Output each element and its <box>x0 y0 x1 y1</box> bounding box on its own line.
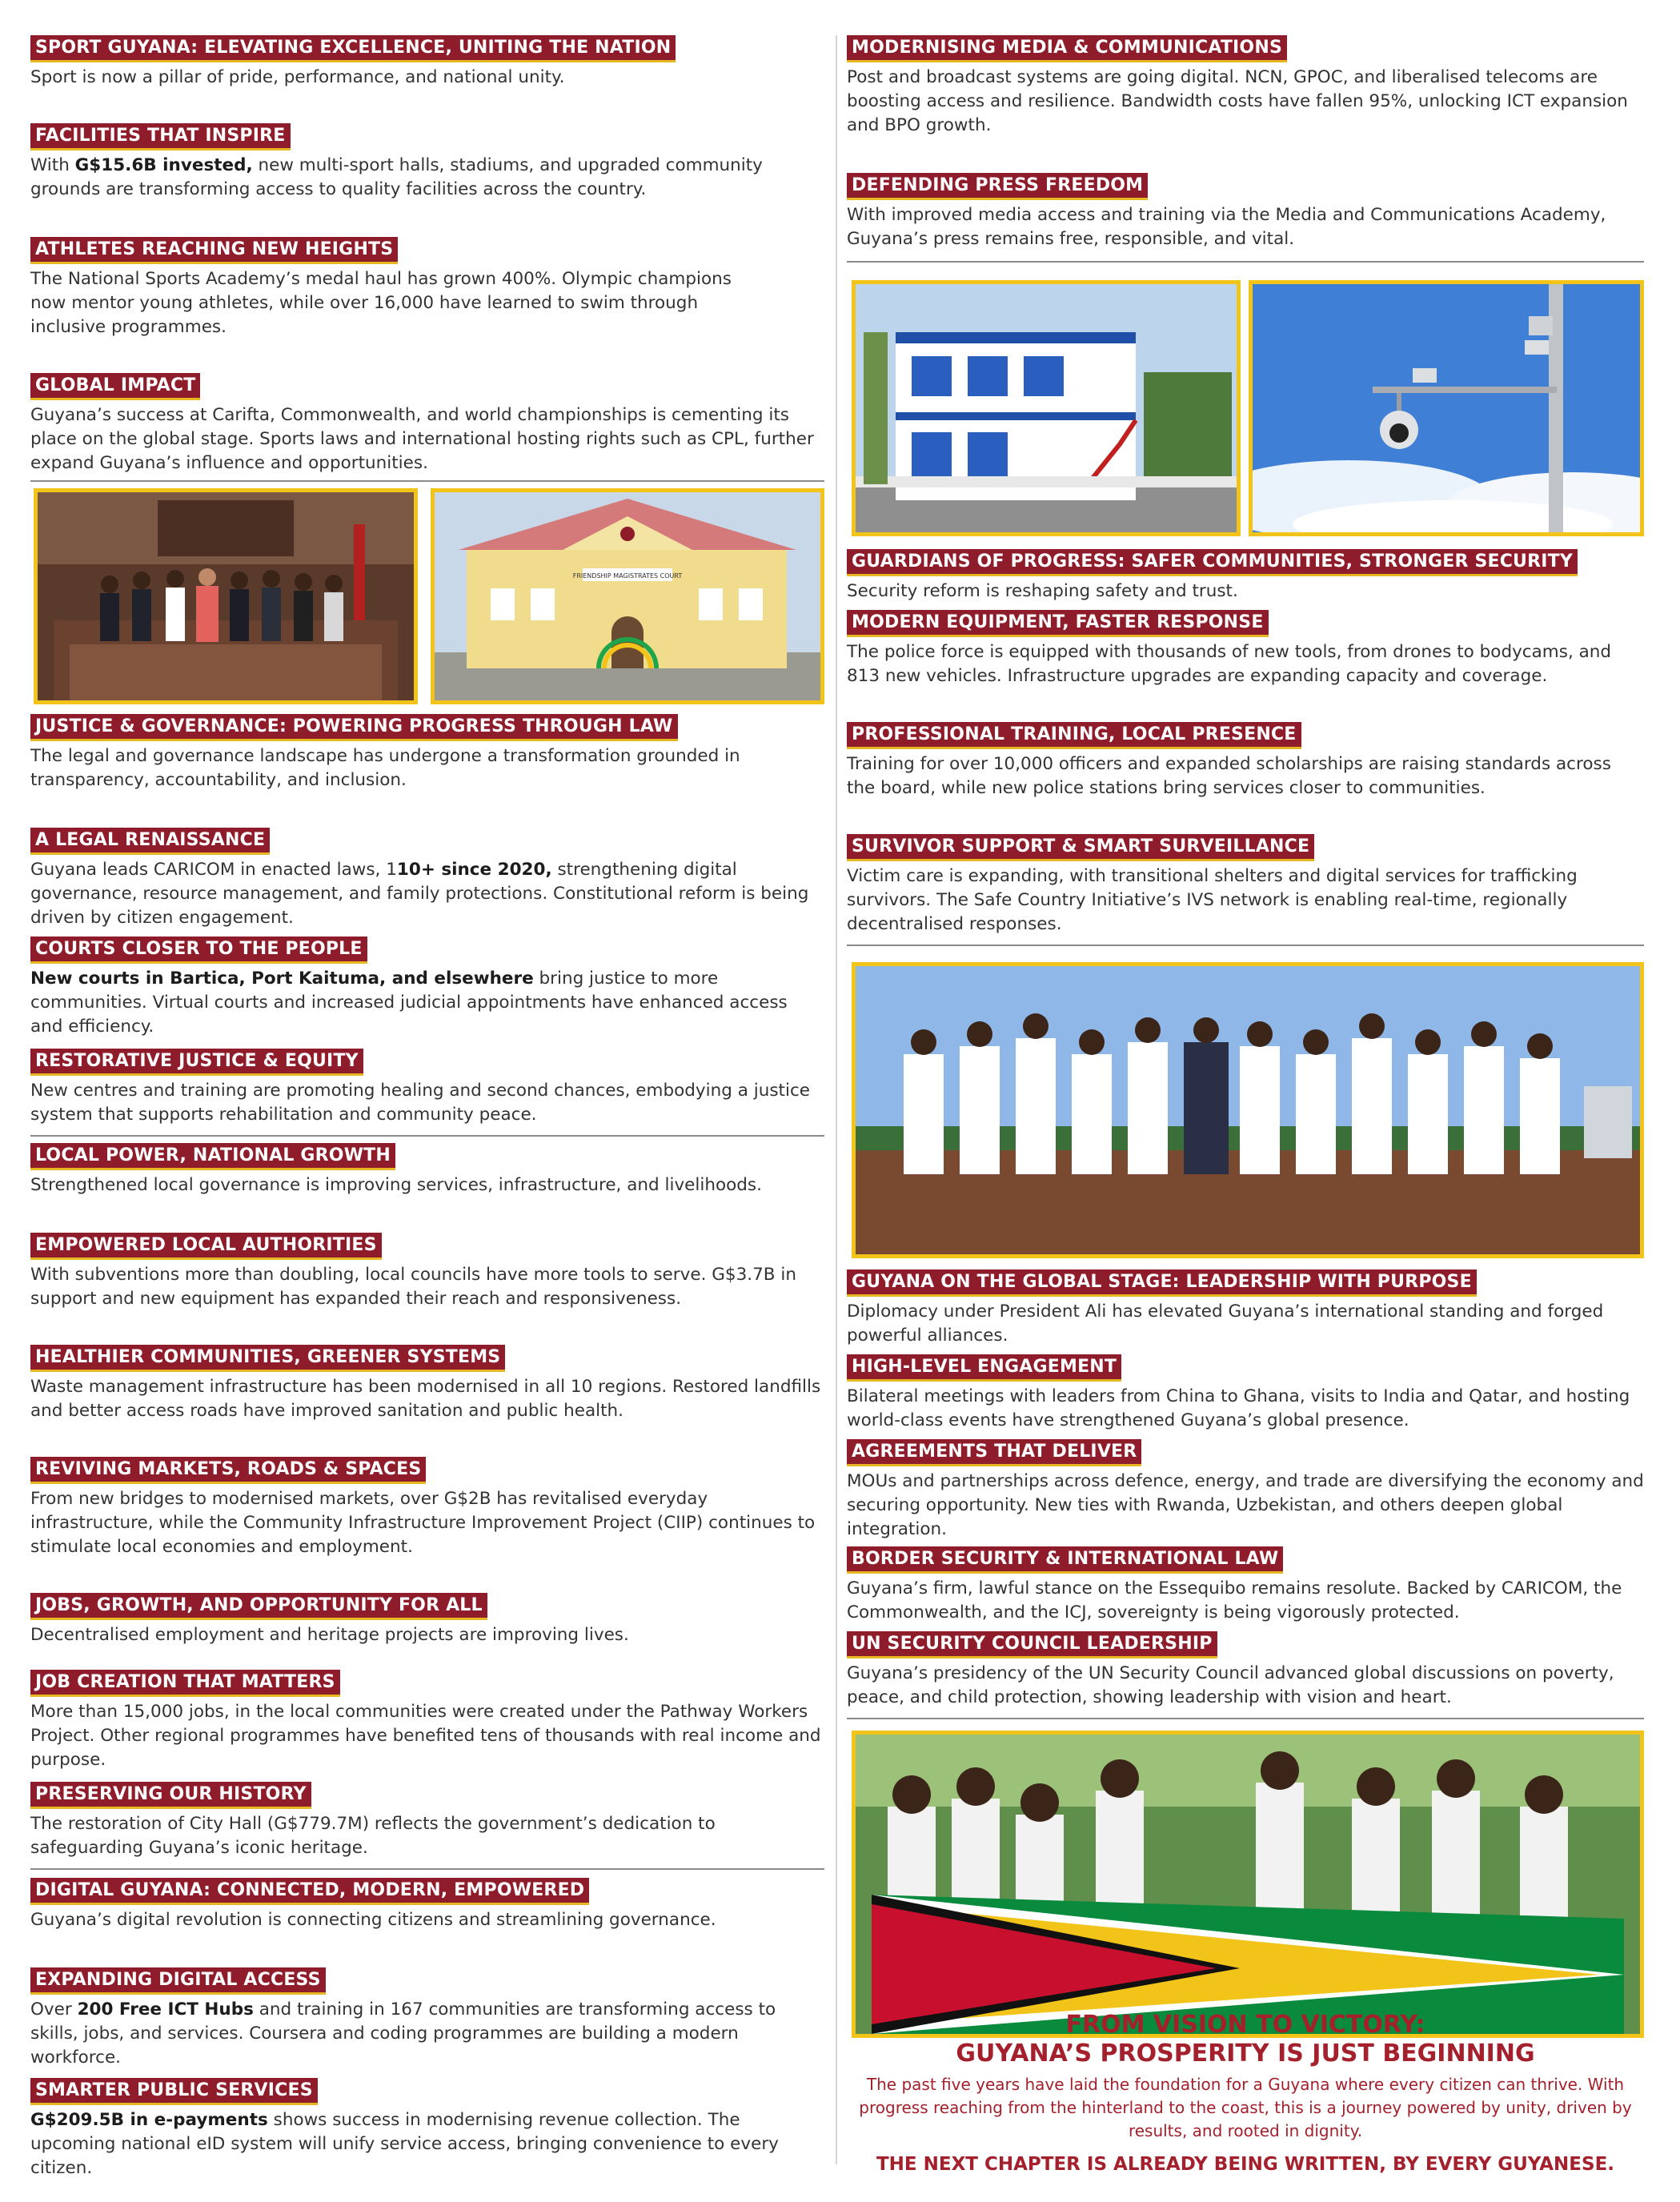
section-body: The National Sports Academy’s medal haul has grown 400%. Olympic champions now mentor young athletes, while over 16,000 have learned to swim through inclusive programmes. <box>30 269 732 337</box>
section-body: Training for over 10,000 officers and expanded scholarships are raising standards across the board, while new police stations bring services closer to communities. <box>847 754 1611 798</box>
section-job-creation <box>30 1670 824 1772</box>
section-body: With improved media access and training via the Media and Communications Academy, Guyana’s press remains free, responsible, and vital. <box>847 205 1606 249</box>
section-survivor <box>847 834 1644 937</box>
section-justice <box>30 714 824 792</box>
section-heading: DEFENDING PRESS FREEDOM <box>847 173 1148 200</box>
police-station-photo <box>852 280 1241 536</box>
section-heading: AGREEMENTS THAT DELIVER <box>847 1439 1141 1466</box>
section-digital <box>30 1878 824 1932</box>
section-heading: JOBS, GROWTH, AND OPPORTUNITY FOR ALL <box>30 1593 487 1620</box>
closing-paragraph: The past five years have laid the foundation for a Guyana where every citizen can thrive. With progress reaching from the hinterland to the coast, this is a journey powered by unity, driven by results, and rooted in dignity. <box>859 2075 1632 2140</box>
section-body: The restoration of City Hall (G$779.7M) reflects the government’s dedication to safeguarding Guyana’s iconic heritage. <box>30 1814 716 1858</box>
section-restorative <box>30 1049 824 1127</box>
section-body: From new bridges to modernised markets, over G$2B has revitalised everyday infrastructure, while the Community Infrastructure Improvement Project (CIIP) continues to stimulate local economies and employment. <box>30 1489 816 1557</box>
section-body: Diplomacy under President Ali has elevated Guyana’s international standing and forged powerful alliances. <box>847 1302 1604 1346</box>
section-heading: FACILITIES THAT INSPIRE <box>30 123 291 150</box>
section-heading: EMPOWERED LOCAL AUTHORITIES <box>30 1233 382 1260</box>
closing-final-line: THE NEXT CHAPTER IS ALREADY BEING WRITTEN, BY EVERY GUYANESE. <box>876 2154 1615 2175</box>
section-body: New centres and training are promoting healing and second chances, embodying a justice system that supports rehabilitation and community peace. <box>30 1081 810 1125</box>
section-body: The police force is equipped with thousands of new tools, from drones to bodycams, and 813 new vehicles. Infrastructure upgrades are expanding capacity and coverage. <box>847 642 1612 686</box>
divider <box>847 1718 1644 1719</box>
section-heading: PRESERVING OUR HISTORY <box>30 1782 311 1809</box>
section-heading: SURVIVOR SUPPORT & SMART SURVEILLANCE <box>847 834 1314 861</box>
section-body: The legal and governance landscape has undergone a transformation grounded in transparency, accountability, and inclusion. <box>30 746 740 790</box>
section-body: Guyana’s presidency of the UN Security Council advanced global discussions on poverty, peace, and child protection, showing leadership with vision and heart. <box>847 1663 1614 1707</box>
section-global-stage <box>847 1269 1644 1348</box>
closing-title-line2: GUYANA’S PROSPERITY IS JUST BEGINNING <box>956 2040 1535 2068</box>
leaders-group-photo <box>852 962 1644 1258</box>
column-divider <box>836 35 837 2164</box>
section-heading: UN SECURITY COUNCIL LEADERSHIP <box>847 1631 1217 1659</box>
section-facilities <box>30 123 824 202</box>
section-body: Waste management infrastructure has been modernised in all 10 regions. Restored landfills and better access roads have improved sanitation and public health. <box>30 1377 821 1421</box>
section-training <box>847 722 1644 800</box>
section-heading: HEALTHIER COMMUNITIES, GREENER SYSTEMS <box>30 1345 505 1372</box>
section-body: MOUs and partnerships across defence, energy, and trade are diversifying the economy and securing opportunity. New ties with Rwanda, Uzbekistan, and others deepen global integration. <box>847 1471 1644 1539</box>
section-heading: SMARTER PUBLIC SERVICES <box>30 2078 318 2105</box>
section-agreements <box>847 1439 1644 1542</box>
section-heading: GUARDIANS OF PROGRESS: SAFER COMMUNITIES, STRONGER SECURITY <box>847 549 1578 576</box>
section-un <box>847 1631 1644 1710</box>
section-border <box>847 1546 1644 1625</box>
section-heading: RESTORATIVE JUSTICE & EQUITY <box>30 1049 363 1076</box>
courtroom-photo <box>34 488 418 704</box>
court-building-photo <box>431 488 824 704</box>
section-heading: GUYANA ON THE GLOBAL STAGE: LEADERSHIP WITH PURPOSE <box>847 1269 1477 1297</box>
surveillance-camera-photo <box>1249 280 1644 536</box>
section-body: Over 200 Free ICT Hubs and training in 167 communities are transforming access to skills, jobs, and services. Coursera and coding programmes are building a modern workforce. <box>30 1999 776 2068</box>
section-body: G$209.5B in e-payments shows success in modernising revenue collection. The upcoming national eID system will unify service access, bringing convenience to every citizen. <box>30 2110 779 2178</box>
section-body: Guyana’s firm, lawful stance on the Essequibo remains resolute. Backed by CARICOM, the Commonwealth, and the ICJ, sovereignty is being vigorously protected. <box>847 1578 1622 1622</box>
section-sport <box>30 35 824 90</box>
section-heading: GLOBAL IMPACT <box>30 373 200 400</box>
closing-section <box>847 2011 1644 2176</box>
section-body: With subventions more than doubling, local councils have more tools to serve. G$3.7B in support and new equipment has expanded their reach and responsiveness. <box>30 1265 796 1309</box>
section-local-power <box>30 1143 824 1197</box>
section-heading: A LEGAL RENAISSANCE <box>30 828 270 855</box>
divider <box>30 1868 824 1870</box>
section-digital-access <box>30 1967 824 2070</box>
section-global-impact <box>30 373 824 475</box>
section-empowered <box>30 1233 824 1311</box>
section-body: Decentralised employment and heritage projects are improving lives. <box>30 1625 629 1645</box>
section-athletes <box>30 237 824 339</box>
section-media <box>847 35 1644 138</box>
section-public-services <box>30 2078 824 2180</box>
section-heading: LOCAL POWER, NATIONAL GROWTH <box>30 1143 395 1170</box>
section-heading: BORDER SECURITY & INTERNATIONAL LAW <box>847 1546 1283 1574</box>
section-heading: REVIVING MARKETS, ROADS & SPACES <box>30 1457 426 1484</box>
section-body: Guyana’s success at Carifta, Commonwealth, and world championships is cementing its place on the global stage. Sports laws and international hosting rights such as CPL, further expand Guyana’s influence and opportunities. <box>30 405 814 473</box>
section-body: Victim care is expanding, with transitional shelters and digital services for trafficking survivors. The Safe Country Initiative’s IVS network is enabling real-time, regionally decentralised responses. <box>847 866 1578 934</box>
section-heading: SPORT GUYANA: ELEVATING EXCELLENCE, UNITING THE NATION <box>30 35 676 62</box>
section-heading: ATHLETES REACHING NEW HEIGHTS <box>30 237 398 264</box>
section-guardians <box>847 549 1644 604</box>
court-sign-text: FRIENDSHIP MAGISTRATES COURT <box>572 572 683 580</box>
section-markets <box>30 1457 824 1559</box>
section-heading: EXPANDING DIGITAL ACCESS <box>30 1967 326 1995</box>
section-heading: JOB CREATION THAT MATTERS <box>30 1670 340 1697</box>
divider <box>30 480 824 482</box>
section-heading: JUSTICE & GOVERNANCE: POWERING PROGRESS THROUGH LAW <box>30 714 678 741</box>
divider <box>847 945 1644 946</box>
section-engagement <box>847 1354 1644 1433</box>
section-body: Strengthened local governance is improving services, infrastructure, and livelihoods. <box>30 1175 762 1195</box>
section-press <box>847 173 1644 251</box>
section-body: Post and broadcast systems are going digital. NCN, GPOC, and liberalised telecoms are boosting access and resilience. Bandwidth costs have fallen 95%, unlocking ICT expansion and BPO growth. <box>847 67 1628 135</box>
section-body: Guyana leads CARICOM in enacted laws, 110+ since 2020, strengthening digital governance, resource management, and family protections. Constitutional reform is being driven by citizen engagement. <box>30 860 809 928</box>
section-heading: MODERNISING MEDIA & COMMUNICATIONS <box>847 35 1287 62</box>
section-heading: DIGITAL GUYANA: CONNECTED, MODERN, EMPOWERED <box>30 1878 589 1905</box>
section-healthier <box>30 1345 824 1423</box>
students-flag-photo <box>852 1731 1644 2038</box>
section-heading: PROFESSIONAL TRAINING, LOCAL PRESENCE <box>847 722 1301 749</box>
closing-title-line1: FROM VISION TO VICTORY: <box>1065 2011 1425 2039</box>
section-courts <box>30 937 824 1039</box>
section-body: New courts in Bartica, Port Kaituma, and elsewhere bring justice to more communities. Virtual courts and increased judicial appointments have enhanced access and efficiency. <box>30 969 788 1037</box>
section-body: Sport is now a pillar of pride, performance, and national unity. <box>30 67 565 87</box>
section-body: With G$15.6B invested, new multi-sport halls, stadiums, and upgraded community grounds are transforming access to quality facilities across the country. <box>30 155 763 199</box>
section-body: More than 15,000 jobs, in the local communities were created under the Pathway Workers Project. Other regional programmes have benefited tens of thousands with real income and purpose. <box>30 1702 821 1770</box>
section-jobs <box>30 1593 824 1647</box>
section-heading: MODERN EQUIPMENT, FASTER RESPONSE <box>847 610 1269 637</box>
section-body: Bilateral meetings with leaders from China to Ghana, visits to India and Qatar, and hosting world-class events have strengthened Guyana’s global presence. <box>847 1386 1630 1430</box>
section-legal-renaissance <box>30 828 824 930</box>
section-history <box>30 1782 824 1860</box>
section-body: Security reform is reshaping safety and trust. <box>847 581 1238 601</box>
section-body: Guyana’s digital revolution is connecting citizens and streamlining governance. <box>30 1910 716 1930</box>
section-equipment <box>847 610 1644 688</box>
divider <box>30 1135 824 1137</box>
section-heading: COURTS CLOSER TO THE PEOPLE <box>30 937 367 964</box>
section-heading: HIGH-LEVEL ENGAGEMENT <box>847 1354 1121 1382</box>
divider <box>847 261 1644 263</box>
